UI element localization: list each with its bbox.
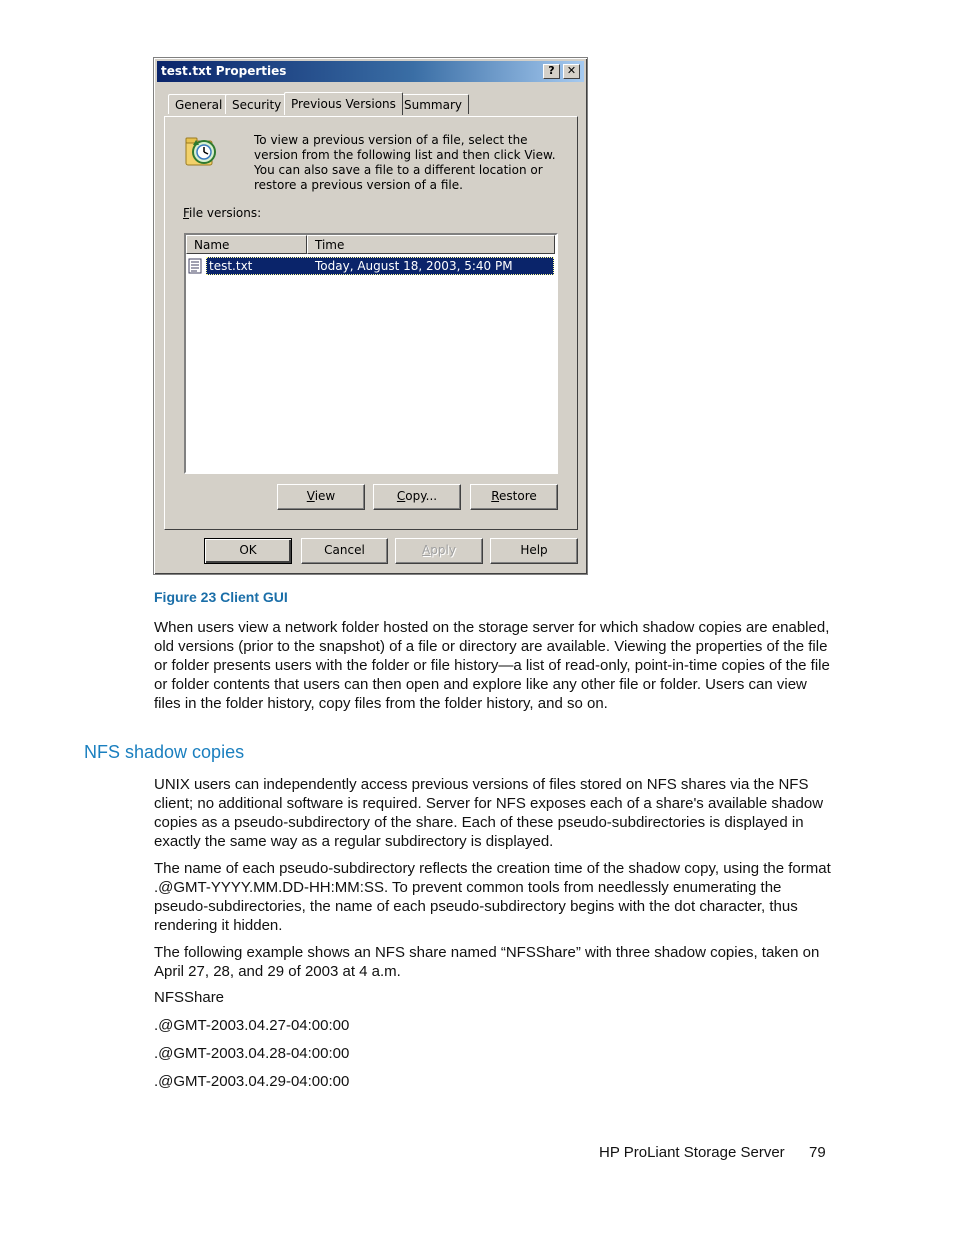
file-versions-label: File versions: xyxy=(183,206,262,220)
tab-security[interactable]: Security xyxy=(225,94,288,114)
text-file-icon xyxy=(188,258,202,274)
selected-row[interactable] xyxy=(206,257,554,275)
figure-caption: Figure 23 Client GUI xyxy=(154,589,288,605)
paragraph-naming: The name of each pseudo-subdirectory reflects the creation time of the shadow copy, using the format .@GMT-YYYY.MM.DD-HH:MM:SS. To prevent common tools from needlessly enumerating the pseudo-subdirectories, the name of each pseudo-subdirectory begins with the dot character, thus rendering it hidden. xyxy=(154,860,831,934)
help-icon[interactable]: ? xyxy=(543,64,560,79)
title-bar[interactable] xyxy=(157,61,584,82)
section-heading: NFS shadow copies xyxy=(84,742,245,762)
page-number: 79 xyxy=(809,1144,826,1161)
intro-paragraph: When users view a network folder hosted on the storage server for which shadow copies are enabled, old versions (prior to the snapshot) of a file or directory are available. Viewing the properties of the file or folder presents users with the folder or file history—a list of read-only, point-in-time copies of the file or folder contents that users can then open and explore like any other file or folder. Users can view files in the folder history, copy files from the folder history, and so on. xyxy=(154,619,830,712)
row-name: test.txt xyxy=(209,259,253,273)
close-icon[interactable]: ✕ xyxy=(563,64,580,79)
list-item[interactable] xyxy=(188,257,554,275)
cancel-button[interactable]: Cancel xyxy=(301,538,388,564)
row-time: Today, August 18, 2003, 5:40 PM xyxy=(315,259,513,273)
view-button[interactable]: View xyxy=(277,484,365,510)
example-snapshot-2: .@GMT-2003.04.28-04:00:00 xyxy=(154,1045,350,1062)
tab-previous-versions[interactable]: Previous Versions xyxy=(284,92,403,115)
restore-button[interactable]: Restore xyxy=(470,484,558,510)
tab-summary[interactable]: Summary xyxy=(397,94,469,114)
file-versions-list[interactable] xyxy=(184,233,558,474)
example-snapshot-3: .@GMT-2003.04.29-04:00:00 xyxy=(154,1073,350,1090)
help-button[interactable]: Help xyxy=(490,538,578,564)
paragraph-example-intro: The following example shows an NFS share named “NFSShare” with three shadow copies, taken on April 27, 28, and 29 of 2003 at 4 a.m. xyxy=(154,944,820,980)
dialog-title: test.txt Properties xyxy=(161,64,287,78)
paragraph-nfs-access: UNIX users can independently access previous versions of files stored on NFS shares via the NFS client; no additional software is required. Server for NFS exposes each of a share's available shadow copies as a pseudo-subdirectory of the share. Each of these pseudo-subdirectories is displayed in exactly the same way as a regular subdirectory is displayed. xyxy=(154,776,824,850)
column-header-time[interactable]: Time xyxy=(307,235,555,254)
footer-title: HP ProLiant Storage Server xyxy=(599,1144,785,1161)
ok-button[interactable]: OK xyxy=(204,538,292,564)
tab-general[interactable]: General xyxy=(168,94,229,114)
example-share-name: NFSShare xyxy=(154,989,225,1006)
properties-dialog xyxy=(153,57,588,575)
apply-button[interactable]: Apply xyxy=(395,538,483,564)
intro-text: To view a previous version of a file, select the version from the following list and then click View. You can also save a file to a different location or restore a previous version of a file. xyxy=(254,133,556,192)
history-clock-folder-icon xyxy=(184,133,220,169)
copy-button[interactable]: Copy... xyxy=(373,484,461,510)
column-header-name[interactable]: Name xyxy=(186,235,307,254)
example-snapshot-1: .@GMT-2003.04.27-04:00:00 xyxy=(154,1017,350,1034)
